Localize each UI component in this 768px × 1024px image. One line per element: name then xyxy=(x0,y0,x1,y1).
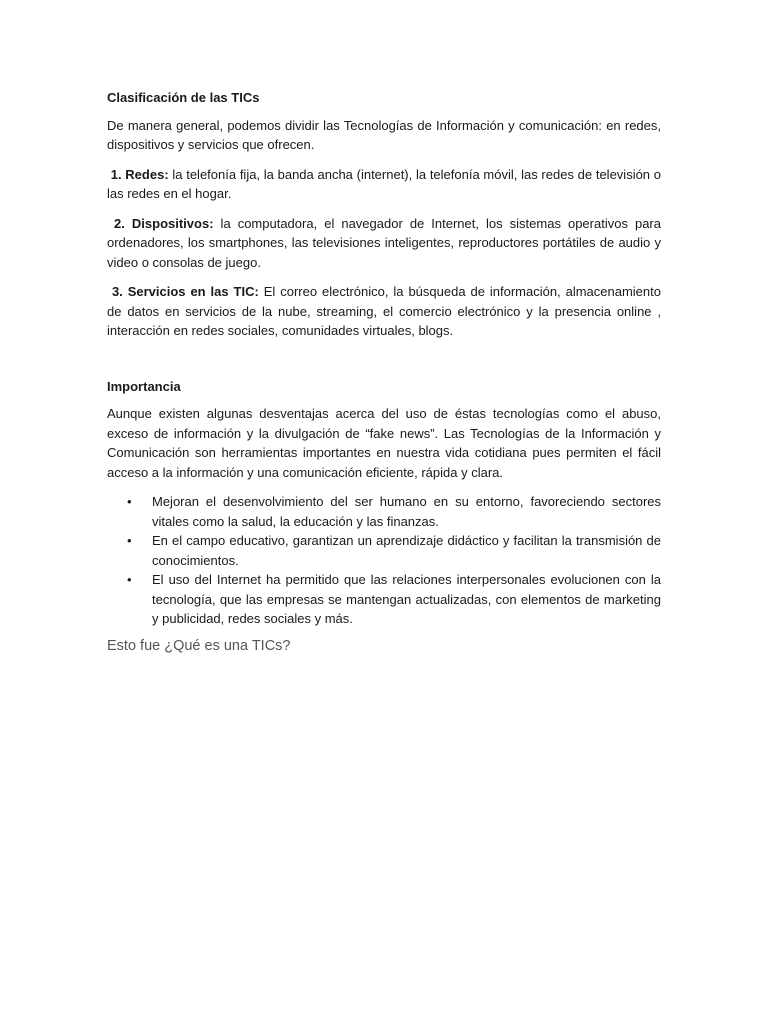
item-text: la computadora, el navegador de Internet, los sistemas operativos para ordenadores, los smartphones, las televisiones inteligentes, reproductores portátiles de audio y video o consolas de juego. xyxy=(107,215,661,270)
item-lead: 2. Dispositivos: xyxy=(114,215,214,231)
item-lead: 1. Redes: xyxy=(110,166,169,182)
classification-item-dispositivos xyxy=(107,214,661,273)
importance-bullet-list xyxy=(107,492,661,629)
document-body xyxy=(107,88,661,671)
bullet-icon: • xyxy=(127,494,132,509)
list-item xyxy=(107,531,661,570)
item-text: la telefonía fija, la banda ancha (internet), la telefonía móvil, las redes de televisión o las redes en el hogar. xyxy=(107,166,661,201)
classification-item-servicios xyxy=(107,282,661,341)
list-item xyxy=(107,492,661,531)
intro-paragraph: De manera general, podemos dividir las Tecnologías de Información y comunicación: en redes, dispositivos y servicios que ofrecen. xyxy=(107,117,661,152)
bullet-text: En el campo educativo, garantizan un aprendizaje didáctico y facilitan la transmisión de conocimientos. xyxy=(152,533,661,568)
bullet-icon: • xyxy=(127,533,132,548)
classification-item-redes xyxy=(107,165,661,204)
list-item xyxy=(107,570,661,629)
section-spacer xyxy=(107,351,661,377)
importance-paragraph: Aunque existen algunas desventajas acerca del uso de éstas tecnologías como el abuso, exceso de información y la divulgación de “fake news”. Las Tecnologías de la Información y Comunicación son herramientas importantes en nuestra vida cotidiana pues permiten el fácil acceso a la información y una comunicación eficiente, rápida y clara. xyxy=(107,406,661,480)
bullet-icon: • xyxy=(127,572,132,587)
item-text: El correo electrónico, la búsqueda de información, almacenamiento de datos en servicios de la nube, streaming, el comercio electrónico y la presencia online , interacción en redes sociales, comunidades virtuales, blogs. xyxy=(107,284,661,338)
section-heading-importancia: Importancia xyxy=(107,378,181,394)
footer-text: Esto fue ¿Qué es una TICs? xyxy=(107,637,291,654)
bullet-text: El uso del Internet ha permitido que las relaciones interpersonales evolucionen con la tecnología, que las empresas se mantengan actualizadas, con elementos de marketing y publicidad, redes sociales y más. xyxy=(152,572,661,626)
item-lead: 3. Servicios en las TIC: xyxy=(111,284,259,299)
section-heading-clasificacion: Clasificación de las TICs xyxy=(107,90,260,105)
bullet-text: Mejoran el desenvolvimiento del ser humano en su entorno, favoreciendo sectores vitales como la salud, la educación y las finanzas. xyxy=(152,494,661,529)
